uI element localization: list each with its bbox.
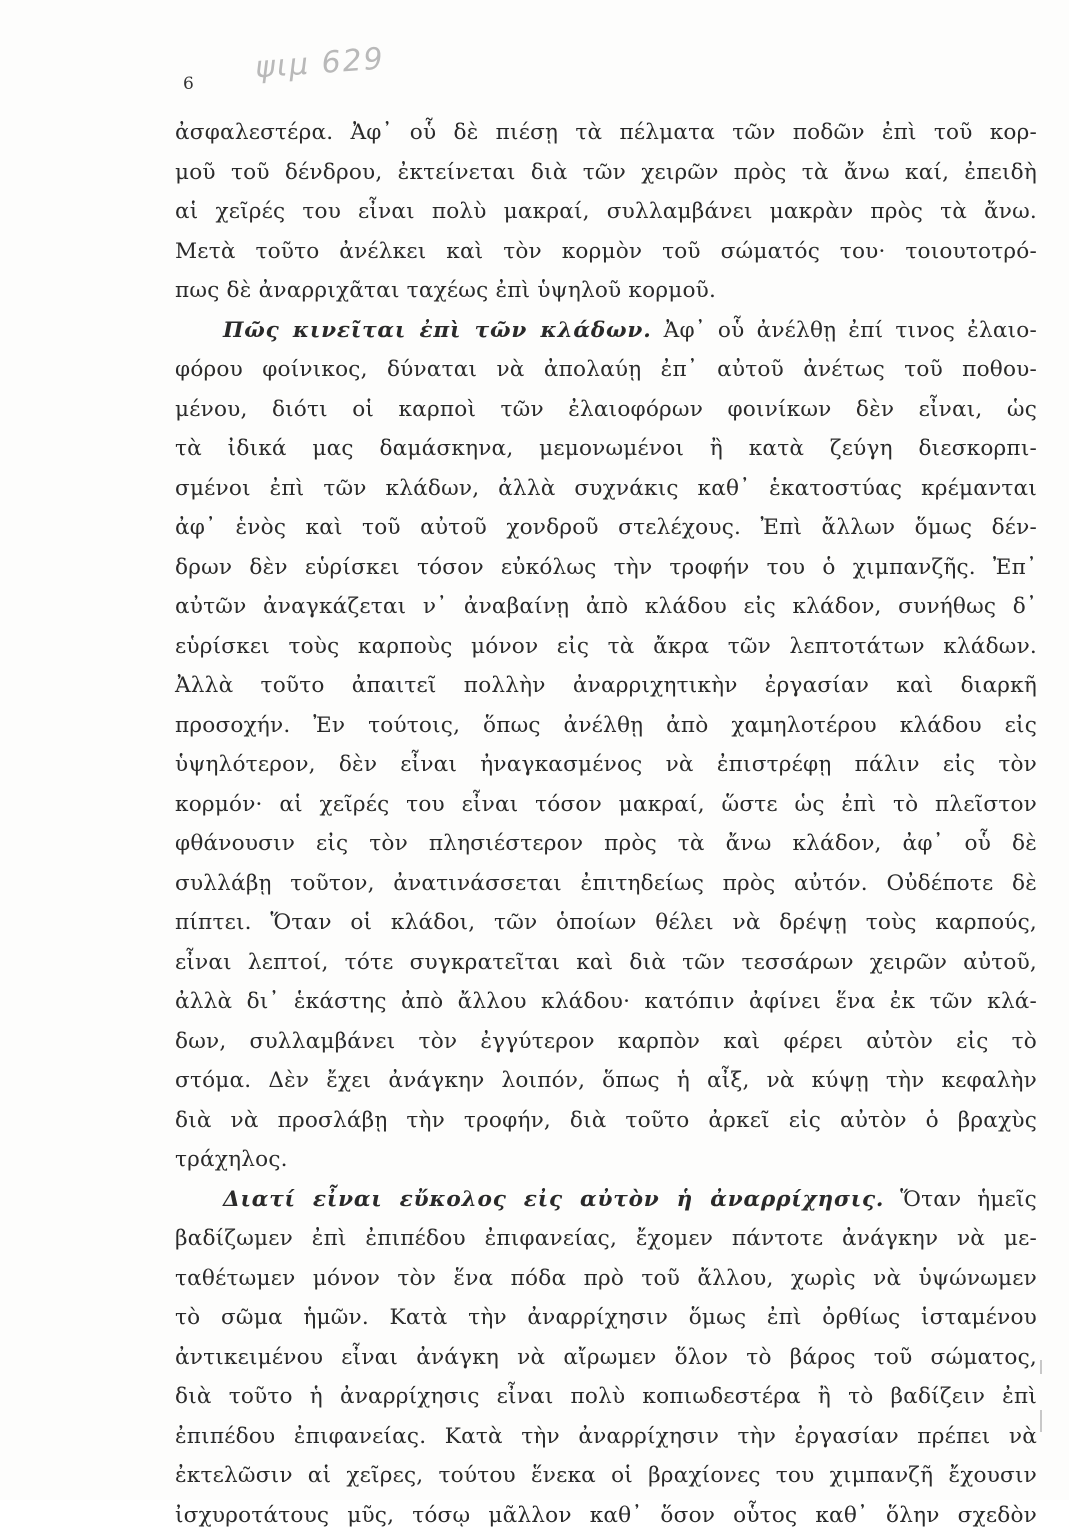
paragraph-first-line [175, 1180, 1037, 1220]
section-heading: Πῶς κινεῖται ἐπὶ τῶν κλάδων. [223, 318, 652, 343]
text-line: ἀλλὰ δι᾽ ἑκάστης ἀπὸ ἄλλου κλάδου· κατόπιν ἀφίνει ἕνα ἐκ τῶν κλά- [175, 982, 1037, 1022]
text-span: Ἀφ᾽ οὗ ἀνέλθῃ ἐπί τινος ἐλαιο- [664, 318, 1037, 343]
text-line: ταθέτωμεν μόνον τὸν ἕνα πόδα πρὸ τοῦ ἄλλου, χωρὶς νὰ ὑψώνωμεν [175, 1259, 1037, 1299]
text-line: Ἀλλὰ τοῦτο ἀπαιτεῖ πολλὴν ἀναρριχητικὴν ἐργασίαν καὶ διαρκῆ [175, 666, 1037, 706]
text-line: μένου, διότι οἱ καρποὶ τῶν ἐλαιοφόρων φοινίκων δὲν εἶναι, ὡς [175, 390, 1037, 430]
text-line: Μετὰ τοῦτο ἀνέλκει καὶ τὸν κορμὸν τοῦ σώματός του· τοιουτοτρό- [175, 232, 1037, 272]
text-span: Ὅταν ἡμεῖς [900, 1187, 1037, 1212]
text-line: ἀντικειμένου εἶναι ἀνάγκη νὰ αἴρωμεν ὅλον τὸ βάρος τοῦ σώματος, [175, 1338, 1037, 1378]
text-line: δρων δὲν εὑρίσκει τόσον εὐκόλως τὴν τροφήν του ὁ χιμπανζῆς. Ἐπ᾽ [175, 548, 1037, 588]
text-line: διὰ νὰ προσλάβῃ τὴν τροφήν, διὰ τοῦτο ἀρκεῖ εἰς αὐτὸν ὁ βραχὺς [175, 1101, 1037, 1141]
text-line: ἰσχυροτάτους μῦς, τόσῳ μᾶλλον καθ᾽ ὅσον οὗτος καθ᾽ ὅλην σχεδὸν [175, 1496, 1037, 1535]
text-line: ἐπιπέδου ἐπιφανείας. Κατὰ τὴν ἀναρρίχησιν τὴν ἐργασίαν πρέπει νὰ [175, 1417, 1037, 1457]
text-line: αἱ χεῖρές του εἶναι πολὺ μακραί, συλλαμβάνει μακρὰν πρὸς τὰ ἄνω. [175, 192, 1037, 232]
text-line: δων, συλλαμβάνει τὸν ἐγγύτερον καρπὸν καὶ φέρει αὐτὸν εἰς τὸ [175, 1022, 1037, 1062]
text-line: πίπτει. Ὅταν οἱ κλάδοι, τῶν ὁποίων θέλει νὰ δρέψῃ τοὺς καρπούς, [175, 903, 1037, 943]
text-line: ὑψηλότερον, δὲν εἶναι ἠναγκασμένος νὰ ἐπιστρέφῃ πάλιν εἰς τὸν [175, 745, 1037, 785]
margin-pencil-mark [1040, 1360, 1042, 1374]
text-line: στόμα. Δὲν ἔχει ἀνάγκην λοιπόν, ὅπως ἡ αἶξ, νὰ κύψῃ τὴν κεφαλὴν [175, 1061, 1037, 1101]
text-line: ἀφ᾽ ἑνὸς καὶ τοῦ αὐτοῦ χονδροῦ στελέχους. Ἐπὶ ἄλλων ὅμως δέν- [175, 508, 1037, 548]
handwritten-pencil-note: ψιμ 629 [254, 42, 386, 86]
text-line: τὰ ἰδικά μας δαμάσκηνα, μεμονωμένοι ἢ κατὰ ζεύγη διεσκορπι- [175, 429, 1037, 469]
text-line: φθάνουσιν εἰς τὸν πλησιέστερον πρὸς τὰ ἄνω κλάδον, ἀφ᾽ οὗ δὲ [175, 824, 1037, 864]
text-line: εὑρίσκει τοὺς καρποὺς μόνον εἰς τὰ ἄκρα τῶν λεπτοτάτων κλάδων. [175, 627, 1037, 667]
text-line: πως δὲ ἀναρριχᾶται ταχέως ἐπὶ ὑψηλοῦ κορμοῦ. [175, 271, 1037, 311]
text-line: τὸ σῶμα ἡμῶν. Κατὰ τὴν ἀναρρίχησιν ὅμως ἐπὶ ὀρθίως ἱσταμένου [175, 1298, 1037, 1338]
text-line: τράχηλος. [175, 1140, 1037, 1180]
text-line: σμένοι ἐπὶ τῶν κλάδων, ἀλλὰ συχνάκις καθ᾽ ἑκατοστύας κρέμανται [175, 469, 1037, 509]
text-line: διὰ τοῦτο ἡ ἀναρρίχησις εἶναι πολὺ κοπιωδεστέρα ἢ τὸ βαδίζειν ἐπὶ [175, 1377, 1037, 1417]
text-line: προσοχήν. Ἐν τούτοις, ὅπως ἀνέλθῃ ἀπὸ χαμηλοτέρου κλάδου εἰς [175, 706, 1037, 746]
body-text [175, 113, 1037, 1535]
text-line: ἀσφαλεστέρα. Ἀφ᾽ οὗ δὲ πιέσῃ τὰ πέλματα τῶν ποδῶν ἐπὶ τοῦ κορ- [175, 113, 1037, 153]
text-line: ἐκτελῶσιν αἱ χεῖρες, τούτου ἕνεκα οἱ βραχίονες του χιμπανζῆ ἔχουσιν [175, 1456, 1037, 1496]
text-line: αὐτῶν ἀναγκάζεται ν᾽ ἀναβαίνῃ ἀπὸ κλάδου εἰς κλάδον, συνήθως δ᾽ [175, 587, 1037, 627]
text-line: βαδίζωμεν ἐπὶ ἐπιπέδου ἐπιφανείας, ἔχομεν πάντοτε ἀνάγκην νὰ με- [175, 1219, 1037, 1259]
text-line: μοῦ τοῦ δένδρου, ἐκτείνεται διὰ τῶν χειρῶν πρὸς τὰ ἄνω καί, ἐπειδὴ [175, 153, 1037, 193]
margin-pencil-mark [1040, 1410, 1042, 1432]
text-line: κορμόν· αἱ χεῖρές του εἶναι τόσον μακραί, ὥστε ὡς ἐπὶ τὸ πλεῖστον [175, 785, 1037, 825]
paragraph-first-line [175, 311, 1037, 351]
page-number: 6 [183, 74, 194, 94]
text-line: φόρου φοίνικος, δύναται νὰ ἀπολαύῃ ἐπ᾽ αὐτοῦ ἀνέτως τοῦ ποθου- [175, 350, 1037, 390]
text-line: συλλάβῃ τοῦτον, ἀνατινάσσεται ἐπιτηδείως πρὸς αὐτόν. Οὐδέποτε δὲ [175, 864, 1037, 904]
section-heading: Διατί εἶναι εὔκολος εἰς αὐτὸν ἡ ἀναρρίχησις. [223, 1187, 884, 1212]
text-line: εἶναι λεπτοί, τότε συγκρατεῖται καὶ διὰ τῶν τεσσάρων χειρῶν αὐτοῦ, [175, 943, 1037, 983]
